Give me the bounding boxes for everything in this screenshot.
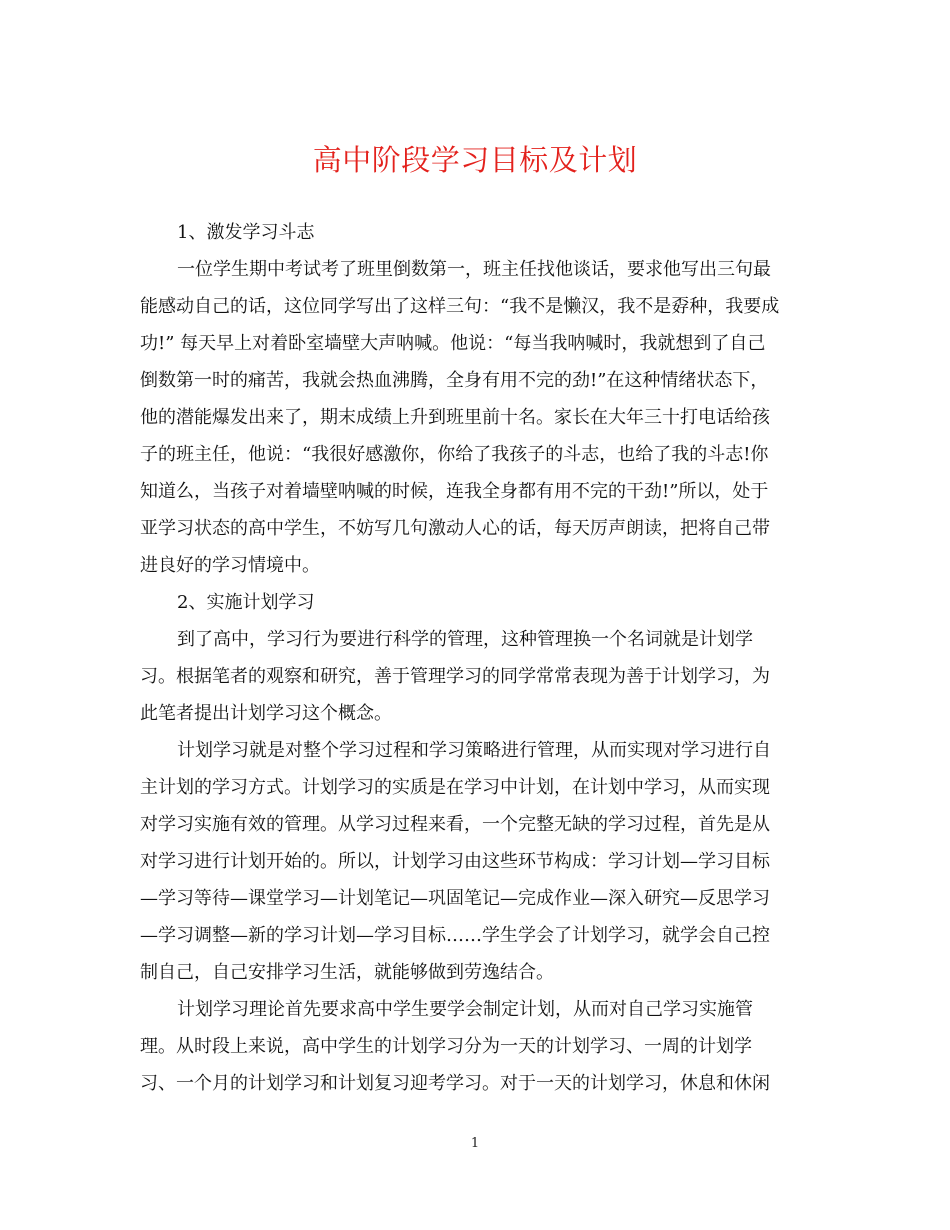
text-line: 计划学习就是对整个学习过程和学习策略进行管理，从而实现对学习进行自 <box>177 740 771 761</box>
text-line: 到了高中，学习行为要进行科学的管理，这种管理换一个名词就是计划学 <box>177 629 753 650</box>
text-line: —学习调整—新的学习计划—学习目标……学生学会了计划学习，就学会自己控 <box>140 925 770 946</box>
text-line: 一位学生期中考试考了班里倒数第一，班主任找他谈话，要求他写出三句最 <box>177 259 771 280</box>
text-line: 主计划的学习方式。计划学习的实质是在学习中计划，在计划中学习，从而实现 <box>140 777 770 798</box>
text-line: 制自己，自己安排学习生活，就能够做到劳逸结合。 <box>140 962 554 983</box>
text-line: 倒数第一时的痛苦，我就会热血沸腾，全身有用不完的劲!”在这种情绪状态下， <box>140 370 769 391</box>
text-line: 他的潜能爆发出来了，期末成绩上升到班里前十名。家长在大年三十打电话给孩 <box>140 407 770 428</box>
text-line: 对学习实施有效的管理。从学习过程来看，一个完整无缺的学习过程，首先是从 <box>140 814 770 835</box>
page-number: 1 <box>470 1136 480 1151</box>
text-line: 计划学习理论首先要求高中学生要学会制定计划，从而对自己学习实施管 <box>177 999 753 1020</box>
text-line: 进良好的学习情境中。 <box>140 555 320 576</box>
text-line: 子的班主任，他说：“我很好感激你，你给了我孩子的斗志，也给了我的斗志!你 <box>140 444 769 465</box>
text-line: 能感动自己的话，这位同学写出了这样三句：“我不是懒汉，我不是孬种，我要成 <box>140 296 780 317</box>
text-line: 习、一个月的计划学习和计划复习迎考学习。对于一天的计划学习，休息和休闲 <box>140 1073 770 1094</box>
text-line: —学习等待—课堂学习—计划笔记—巩固笔记—完成作业—深入研究—反思学习 <box>140 888 770 909</box>
text-line: 知道么，当孩子对着墙壁呐喊的时候，连我全身都有用不完的干劲!”所以，处于 <box>140 481 769 502</box>
text-line: 对学习进行计划开始的。所以，计划学习由这些环节构成：学习计划—学习目标 <box>140 851 770 872</box>
text-line: 习。根据笔者的观察和研究，善于管理学习的同学常常表现为善于计划学习，为 <box>140 666 770 687</box>
text-line: 理。从时段上来说，高中学生的计划学习分为一天的计划学习、一周的计划学 <box>140 1036 752 1057</box>
text-line: 此笔者提出计划学习这个概念。 <box>140 703 392 724</box>
text-line: 1、激发学习斗志 <box>177 222 315 243</box>
text-line: 2、实施计划学习 <box>177 592 315 613</box>
document-body <box>140 214 806 1102</box>
text-line: 功!” 每天早上对着卧室墙壁大声呐喊。他说：“每当我呐喊时，我就想到了自己 <box>140 333 766 354</box>
document-title: 高中阶段学习目标及计划 <box>312 143 638 177</box>
text-line: 亚学习状态的高中学生，不妨写几句激动人心的话，每天厉声朗读，把将自己带 <box>140 518 770 539</box>
